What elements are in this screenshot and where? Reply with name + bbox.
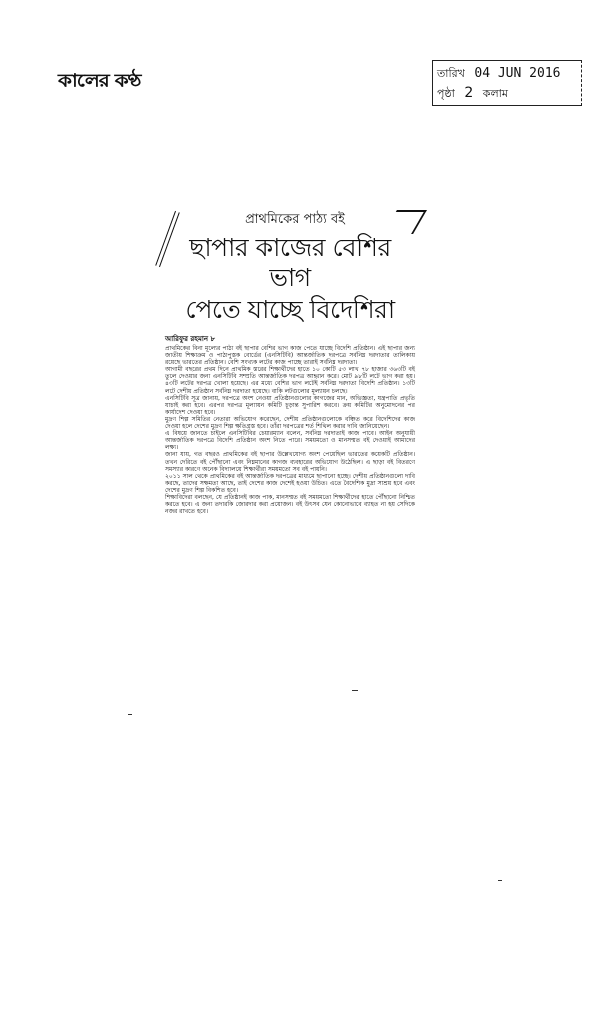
article-headline-line-2: পেতে যাচ্ছে বিদেশিরা (185, 295, 395, 324)
paragraph: এ বিষয়ে জানতে চাইলে এনসিটিবির চেয়ারম্যান বলেন, সর্বনিম্ন দরদাতাই কাজ পাবে। আইন অনুযায়ী আন্তর্জাতিক দরপত্রে বিদেশি প্রতিষ্ঠান অংশ নিতে পারে। সময়মতো ও মানসম্মত বই দেওয়াই আমাদের লক্ষ্য। (165, 430, 415, 452)
scan-speck (352, 690, 358, 691)
scan-speck (498, 880, 502, 881)
article-body (165, 345, 415, 515)
article-byline: আরিফুর রহমান ৮ (165, 335, 216, 343)
article-kicker: প্রাথমিকের পাঠ্য বই (245, 212, 345, 227)
stamp-page-label: পৃষ্ঠা (437, 87, 455, 100)
paragraph: শিক্ষাবিদেরা বলছেন, যে প্রতিষ্ঠানই কাজ পাক, মানসম্মত বই সময়মতো শিক্ষার্থীদের হাতে পৌঁছানো নিশ্চিত করতে হবে। এ জন্য তদারকি জোরদার করা প্রয়োজন। বই উৎসব যেন কোনোভাবে ব্যাহত না হয় সেদিকে নজর রাখতে হবে। (165, 493, 415, 516)
paragraph: এনসিটিবি সূত্র জানায়, দরপত্রে অংশ নেওয়া প্রতিষ্ঠানগুলোর কাগজের মান, অভিজ্ঞতা, যন্ত্রপাতি প্রভৃতি যাচাই করা হবে। এরপর দরপত্র মূল্যায়ন কমিটি চূড়ান্ত সুপারিশ করবে। ক্রয় কমিটির অনুমোদনের পর কার্যাদেশ দেওয়া হবে। (165, 394, 415, 416)
stamp-date-label: তারিখ (437, 67, 465, 80)
masthead-logo: কালের কণ্ঠ (58, 69, 141, 92)
paragraph: আগামী বছরের প্রথম দিনে প্রাথমিক স্তরের শিক্ষার্থীদের হাতে ১০ কোটি ৫৩ লাখ ৭৮ হাজার ৩৬৩টি বই তুলে দেওয়ার জন্য এনসিটিবি সম্প্রতি আন্তর্জাতিক দরপত্র আহ্বান করে। মোট ৯৮টি লটে ভাগ করা হয়। ৪৩টি লটের দরপত্র খোলা হয়েছে। এর মধ্যে বেশির ভাগ লটেই সর্বনিম্ন দরদাতা বিদেশি প্রতিষ্ঠান। ১৩টি লটে দেশীয় প্রতিষ্ঠান সর্বনিম্ন দরদাতা হয়েছে। বাকি লটগুলোর মূল্যায়ন চলছে। (165, 366, 415, 395)
stamp-date-row (437, 65, 560, 84)
paragraph: মুদ্রণ শিল্প সমিতির নেতারা অভিযোগ করেছেন, দেশীয় প্রতিষ্ঠানগুলোকে বঞ্চিত করে বিদেশিদের কাজ দেওয়া হলে দেশের মুদ্রণ শিল্প ক্ষতিগ্রস্ত হবে। তাঁরা দরপত্রের শর্ত শিথিল করার দাবি জানিয়েছেন। (165, 415, 415, 431)
paragraph: জানা যায়, গত বছরও প্রাথমিকের বই ছাপার উল্লেখযোগ্য অংশ পেয়েছিল ভারতের কয়েকটি প্রতিষ্ঠান। তখন দেরিতে বই পৌঁছানো এবং নিম্নমানের কাগজ ব্যবহারের অভিযোগ উঠেছিল। এ ছাড়া বই বিতরণে সমস্যার কারণে অনেক বিদ্যালয়ে শিক্ষার্থীরা সময়মতো সব বই পায়নি। (165, 451, 415, 473)
scan-speck (128, 714, 132, 715)
date-stamp (432, 60, 582, 106)
stamp-page: 2 (464, 85, 474, 101)
paragraph: ২০১১ সাল থেকে প্রাথমিকের বই আন্তর্জাতিক দরপত্রের মাধ্যমে ছাপানো হচ্ছে। দেশীয় প্রতিষ্ঠানগুলো দাবি করছে, তাদের সক্ষমতা আছে, তাই দেশের কাজ দেশেই হওয়া উচিত। এতে বৈদেশিক মুদ্রা সাশ্রয় হবে এবং দেশের মুদ্রণ শিল্প বিকশিত হবে। (165, 472, 415, 494)
stamp-page-row (437, 85, 508, 104)
article-headline-line-1: ছাপার কাজের বেশির ভাগ (189, 233, 391, 292)
paragraph: প্রাথমিকের বিনা মূল্যের পাঠ্য বই ছাপার বেশির ভাগ কাজ পেতে যাচ্ছে বিদেশি প্রতিষ্ঠান। এই ছাপার জন্য জাতীয় শিক্ষাক্রম ও পাঠ্যপুস্তক বোর্ডের (এনসিটিবি) আন্তর্জাতিক দরপত্রে সর্বনিম্ন দরদাতার তালিকায় রয়েছে ভারতের প্রতিষ্ঠান। বেশি সংখ্যক লটের কাজ পাচ্ছে তারাই সর্বনিম্ন দরদাতা। (165, 345, 415, 367)
news-article (165, 210, 415, 515)
stamp-date: 04 JUN 2016 (474, 66, 561, 81)
stamp-column-label: কলাম (482, 87, 508, 100)
